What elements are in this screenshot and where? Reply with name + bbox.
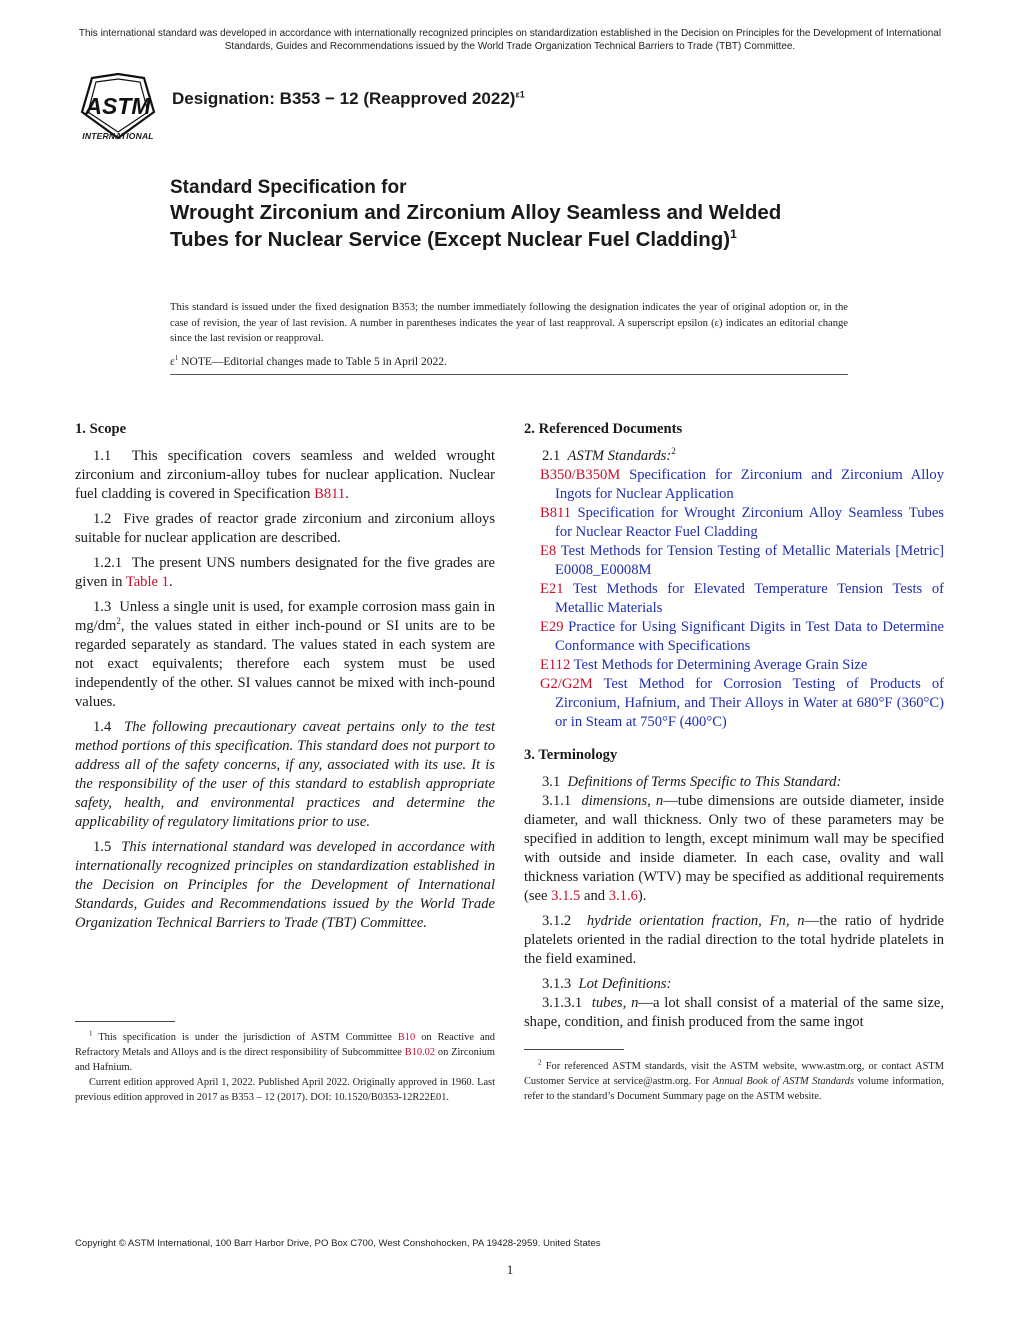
para-text: Unless a single unit is used, for example corrosion mass gain in mg/dm	[75, 599, 496, 634]
link-3-1-5[interactable]: 3.1.5	[551, 888, 581, 904]
ref-code[interactable]: B811	[540, 505, 572, 521]
reference-item[interactable]	[524, 580, 944, 618]
reference-item[interactable]	[524, 656, 944, 675]
para-text: —the ratio of hydride platelets oriented in the radial direction to the total hydride platelets in the field examined.	[524, 913, 944, 967]
ref-title[interactable]: Test Methods for Tension Testing of Metallic Materials [Metric] E0008_E0008M	[555, 543, 944, 578]
terminology-3-1-2	[524, 912, 944, 969]
left-column	[75, 420, 495, 939]
para-num: 1.2.1	[93, 555, 123, 571]
designation-text: Designation: B353 − 12 (Reapproved 2022)	[172, 89, 516, 108]
scope-1-1	[75, 447, 495, 504]
ref-title[interactable]: Practice for Using Significant Digits in Test Data to Determine Conformance with Specifications	[555, 619, 944, 654]
footnote-text: This specification is under the jurisdiction of ASTM Committee	[92, 1032, 398, 1043]
ref-code[interactable]: G2/G2M	[540, 676, 593, 692]
footnote-rule	[75, 1021, 175, 1022]
ref-title[interactable]: Test Method for Corrosion Testing of Products of Zirconium, Hafnium, and Their Alloys in Water at 680°F (360°C) or in Steam at 750°F (400°C)	[555, 676, 944, 730]
ref-code[interactable]: E29	[540, 619, 564, 635]
copyright: Copyright © ASTM International, 100 Barr Harbor Drive, PO Box C700, West Conshohocken, PA 19428-2959. United States	[75, 1238, 601, 1249]
editorial-epsilon: ε	[170, 356, 175, 368]
term: dimensions, n	[581, 793, 664, 809]
footnote-1	[75, 1030, 495, 1105]
para-num: 3.1.3.1	[542, 995, 583, 1011]
ref-code[interactable]: E21	[540, 581, 564, 597]
referenced-heading: 2. Referenced Documents	[524, 421, 683, 437]
reference-item[interactable]	[524, 542, 944, 580]
logo-subtitle: INTERNATIONAL	[82, 131, 154, 141]
top-notice: This international standard was developed in accordance with internationally recognized principles on standardization established in the Decision on Principles for the Development of International Standards, Guides and Recommendations issued by the World Trade Organization Technical Barriers to Trade (TBT) Committee.	[78, 28, 942, 52]
divider	[170, 374, 848, 375]
footnote-sup: 1	[89, 1029, 93, 1038]
link-b10-02[interactable]: B10.02	[404, 1047, 436, 1058]
reference-item[interactable]	[524, 675, 944, 732]
ref-title[interactable]: Specification for Zirconium and Zirconium Alloy Ingots for Nuclear Application	[555, 467, 944, 502]
para-text: Lot Definitions:	[578, 976, 672, 992]
designation-epsilon: ε1	[515, 89, 525, 100]
para-num: 3.1	[542, 774, 561, 790]
para-num: 1.3	[93, 599, 112, 615]
para-num: 3.1.2	[542, 913, 572, 929]
para-num: 1.4	[93, 719, 112, 735]
para-num: 2.1	[542, 448, 561, 464]
editorial-text: NOTE—Editorial changes made to Table 5 in April 2022.	[178, 356, 447, 368]
footnote-1-edition: Current edition approved April 1, 2022. Published April 2022. Originally approved in 1960. Last previous edition approved in 2017 as B353 – 12 (2017). DOI: 10.1520/B0353-12R22E01.	[75, 1077, 495, 1103]
terminology-3-1-3-1	[524, 994, 944, 1032]
footnote-2-text	[524, 1059, 944, 1104]
scope-1-5	[75, 838, 495, 933]
title-line1: Standard Specification for	[170, 177, 407, 198]
scope-heading: 1. Scope	[75, 421, 127, 437]
para-text: This international standard was developed in accordance with internationally recognized principles on standardization established in the Decision on Principles for the Development of International Standards, Guides and Recommendations issued by the World Trade Organization Technical Barriers to Trade (TBT) Committee.	[75, 839, 496, 931]
terminology-heading: 3. Terminology	[524, 747, 618, 763]
reference-item[interactable]	[524, 466, 944, 504]
para-text: The following precautionary caveat pertains only to the test method portions of this specification. This standard does not purport to address all of the safety concerns, if any, associated with its use. It is the responsibility of the user of this standard to establish appropriate safety, health, and environmental practices and determine the applicability of regulatory limitations prior to use.	[75, 719, 495, 830]
designation	[172, 89, 525, 109]
footnote-text: on Zirconium and Hafnium.	[75, 1047, 495, 1073]
reference-item[interactable]	[524, 618, 944, 656]
para-text: ASTM Standards:	[567, 448, 672, 464]
para-num: 3.1.3	[542, 976, 572, 992]
para-num: 3.1.1	[542, 793, 572, 809]
footnote-2	[524, 1059, 944, 1104]
page-number: 1	[506, 1262, 514, 1277]
ref-code[interactable]: E8	[540, 543, 557, 559]
editorial-note	[170, 356, 848, 368]
para-end: .	[168, 574, 173, 590]
para-text: Five grades of reactor grade zirconium and zirconium alloys suitable for nuclear application are described.	[75, 511, 495, 546]
para-end: ).	[637, 888, 647, 904]
para-end: .	[345, 486, 349, 502]
para-text: —a lot shall consist of a material of the same size, shape, condition, and finish produced from the same ingot	[524, 995, 944, 1030]
title-main-text: Wrought Zirconium and Zirconium Alloy Seamless and Welded Tubes for Nuclear Service (Except Nuclear Fuel Cladding)	[170, 201, 782, 251]
link-table-1[interactable]: Table 1	[125, 574, 169, 590]
term: tubes, n	[591, 995, 639, 1011]
para-num: 1.1	[93, 448, 112, 464]
reference-item[interactable]	[524, 504, 944, 542]
term: hydride orientation fraction, Fn, n	[586, 913, 805, 929]
editorial-sup: 1	[174, 354, 179, 363]
ref-title[interactable]: Test Methods for Determining Average Grain Size	[570, 657, 868, 673]
para-sup: 2	[671, 446, 676, 457]
para-text: and	[580, 888, 609, 904]
para-sup: 2	[116, 616, 121, 627]
para-text: , the values stated in either inch-pound or SI units are to be regarded separately as standard. The values stated in each system are not exact equivalents; therefore each system must be used independently of the other. SI values cannot be mixed with inch-pound values.	[75, 618, 495, 710]
terminology-3-1-1	[524, 792, 944, 906]
footnote-italic: Annual Book of ASTM Standards	[712, 1076, 855, 1087]
ref-code[interactable]: E112	[540, 657, 571, 673]
footnote-rule	[524, 1049, 624, 1050]
logo-letters: ASTM	[85, 93, 151, 119]
link-b811[interactable]: B811	[314, 486, 346, 502]
footnote-sup: 2	[538, 1058, 542, 1067]
ref-code[interactable]: B350/B350M	[540, 467, 621, 483]
para-text: Definitions of Terms Specific to This Standard:	[567, 774, 842, 790]
para-text: The present UNS numbers designated for the five grades are given in	[75, 555, 495, 590]
para-text: This specification covers seamless and welded wrought zirconium and zirconium-alloy tubes for nuclear application. Nuclear fuel cladding is covered in Specification	[75, 448, 495, 502]
scope-1-4	[75, 718, 495, 832]
title-block	[170, 176, 830, 253]
link-3-1-6[interactable]: 3.1.6	[608, 888, 638, 904]
link-b10[interactable]: B10	[397, 1032, 416, 1043]
footnote-1-text	[75, 1030, 495, 1075]
ref-title[interactable]: Specification for Wrought Zirconium Alloy Seamless Tubes for Nuclear Reactor Fuel Cladding	[555, 505, 944, 540]
terminology-3-1-3	[524, 975, 944, 994]
para-text: —tube dimensions are outside diameter, inside diameter, and wall thickness. Only two of these parameters may be specified in addition to length, except minimum wall may be specified with outside and inside diameter. In each case, ovality and wall thickness variation (WTV) may be specified as additional requirements (see	[524, 793, 945, 904]
right-column	[524, 420, 944, 1038]
scope-1-3	[75, 598, 495, 712]
referenced-2-1	[524, 447, 944, 466]
footnote-text: volume information, refer to the standard’s Document Summary page on the ASTM website.	[524, 1076, 944, 1102]
title-main	[170, 199, 830, 253]
para-num: 1.5	[93, 839, 112, 855]
terminology-3-1	[524, 773, 944, 792]
para-num: 1.2	[93, 511, 112, 527]
ref-title[interactable]: Test Methods for Elevated Temperature Tension Tests of Metallic Materials	[555, 581, 944, 616]
footnote-text: For referenced ASTM standards, visit the ASTM website, www.astm.org, or contact ASTM Customer Service at service@astm.org. For	[524, 1061, 944, 1087]
scope-1-2-1	[75, 554, 495, 592]
issuance-note: This standard is issued under the fixed designation B353; the number immediately following the designation indicates the year of original adoption or, in the case of revision, the year of last revision. A number in parentheses indicates the year of last reapproval. A superscript epsilon (ε) indicates an editorial change since the last revision or reapproval.	[170, 302, 848, 344]
reference-list	[524, 466, 944, 732]
scope-1-2	[75, 510, 495, 548]
footnote-text: on Reactive and Refractory Metals and Alloys and is the direct responsibility of Subcommittee	[75, 1032, 495, 1058]
title-footnote-ref: 1	[730, 227, 737, 242]
